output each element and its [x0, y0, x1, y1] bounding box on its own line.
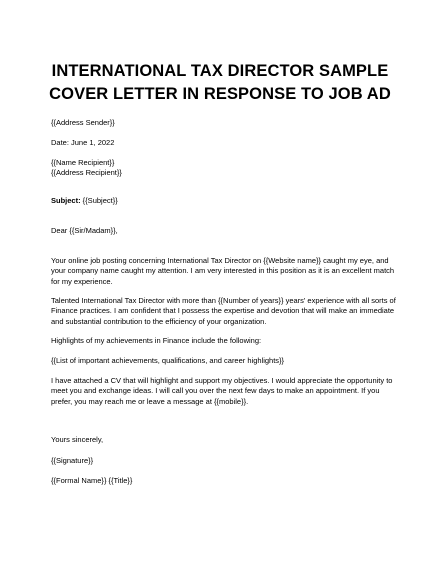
paragraph-4	[51, 356, 284, 366]
paragraph-line: {{List of important achievements, qualifications, and career highlights}}	[51, 356, 285, 365]
signature-block	[51, 456, 93, 466]
paragraph-2	[51, 296, 396, 327]
subject-label: Subject:	[51, 196, 81, 205]
formal-name-block	[51, 476, 132, 486]
recipient-block	[51, 158, 122, 179]
recipient-name: {{Name Recipient}}	[51, 158, 115, 167]
paragraph-line: Your online job posting concerning International Tax Director on {{Website name}} caught my eye, and	[51, 256, 389, 265]
paragraph-line: Finance practices. I am confident that I possess the expertise and devotion that will make an immediate	[51, 306, 395, 316]
recipient-address: {{Address Recipient}}	[51, 168, 122, 178]
sender-block	[51, 118, 115, 128]
paragraph-1	[51, 256, 394, 287]
title-line-2: COVER LETTER IN RESPONSE TO JOB AD	[49, 85, 391, 103]
salutation-block	[51, 226, 118, 236]
document-title	[20, 60, 420, 106]
title-line-1: INTERNATIONAL TAX DIRECTOR SAMPLE	[51, 62, 389, 80]
paragraph-line: Talented International Tax Director with more than {{Number of years}} years' experience with all sorts of	[51, 296, 396, 305]
address-sender: {{Address Sender}}	[51, 118, 115, 127]
paragraph-line: Highlights of my achievements in Finance include the following:	[51, 336, 262, 345]
date-block	[51, 138, 114, 148]
paragraph-5	[51, 376, 392, 407]
salutation: Dear {{Sir/Madam}},	[51, 226, 118, 235]
formal-name: {{Formal Name}} {{Title}}	[51, 476, 133, 485]
closing: Yours sincerely,	[51, 435, 104, 444]
paragraph-line: and substantial contribution to the efficiency of your organization.	[51, 316, 267, 326]
paragraph-line: prefer, you may reach me or leave a message at {{mobile}}.	[51, 396, 249, 406]
signature: {{Signature}}	[51, 456, 94, 465]
paragraph-line: for my experience.	[51, 276, 113, 286]
subject-value: {{Subject}}	[80, 196, 118, 205]
closing-block	[51, 435, 103, 445]
paragraph-3	[51, 336, 261, 346]
subject-block	[51, 196, 118, 206]
paragraph-line: I have attached a CV that will highlight and support my objectives. I would appreciate the opportunity to	[51, 376, 393, 385]
paragraph-line: your company name caught my attention. I am very interested in this position as it is an excellent match	[51, 266, 395, 276]
paragraph-line: meet you and exchange ideas. I will call you over the next few days to make an appointment. If you	[51, 386, 380, 396]
letter-date: Date: June 1, 2022	[51, 138, 115, 147]
